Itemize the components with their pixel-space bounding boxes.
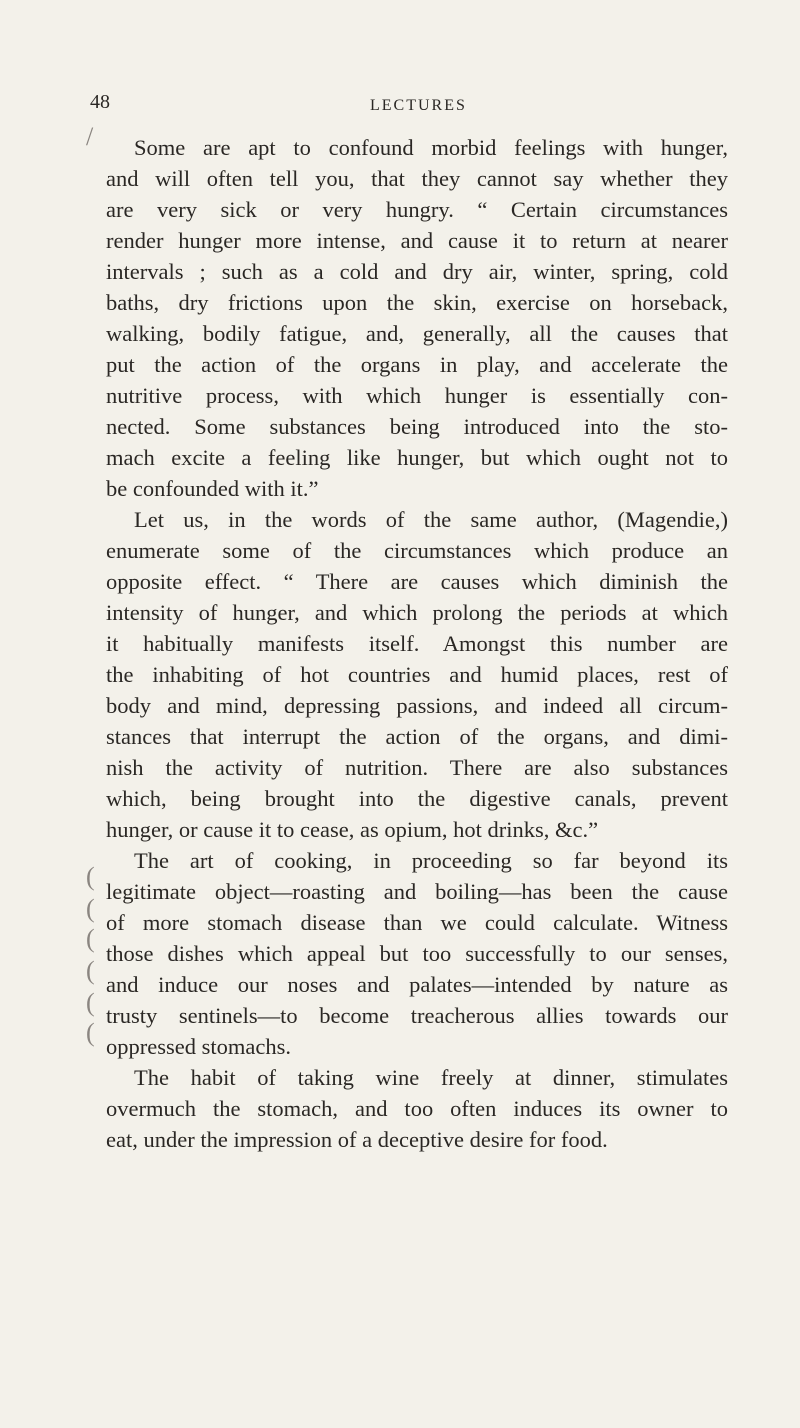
- text-line: stances that interrupt the action of the organs, and dimi-: [106, 724, 728, 749]
- text-line: trusty sentinels—to become treacherous allies towards our: [106, 1003, 728, 1028]
- text-line: oppressed stomachs.: [106, 1034, 291, 1059]
- text-line: legitimate object—roasting and boiling—has been the cause: [106, 879, 728, 904]
- margin-mark: /: [86, 122, 94, 151]
- margin-bracket: (: [86, 956, 95, 985]
- text-line: overmuch the stomach, and too often induces its owner to: [106, 1096, 728, 1121]
- text-line: baths, dry frictions upon the skin, exercise on horseback,: [106, 290, 728, 315]
- text-line: Let us, in the words of the same author, (Magendie,): [134, 507, 728, 532]
- text-line: nected. Some substances being introduced into the sto-: [106, 414, 728, 439]
- text-line: The habit of taking wine freely at dinner, stimulates: [134, 1065, 728, 1090]
- text-line: nish the activity of nutrition. There are also substances: [106, 755, 728, 780]
- text-line: The art of cooking, in proceeding so far beyond its: [134, 848, 728, 873]
- text-line: be confounded with it.”: [106, 476, 319, 501]
- margin-bracket: (: [86, 862, 95, 891]
- text-line: are very sick or very hungry. “ Certain circumstances: [106, 197, 728, 222]
- text-line: eat, under the impression of a deceptive desire for food.: [106, 1127, 608, 1152]
- text-line: which, being brought into the digestive canals, prevent: [106, 786, 728, 811]
- text-line: the inhabiting of hot countries and humid places, rest of: [106, 662, 728, 687]
- text-line: hunger, or cause it to cease, as opium, hot drinks, &c.”: [106, 817, 599, 842]
- page-number: 48: [90, 91, 110, 113]
- body-text: [106, 132, 728, 1155]
- text-line: opposite effect. “ There are causes which diminish the: [106, 569, 728, 594]
- margin-bracket: (: [86, 924, 95, 953]
- text-line: of more stomach disease than we could calculate. Witness: [106, 910, 728, 935]
- text-line: render hunger more intense, and cause it to return at nearer: [106, 228, 728, 253]
- text-line: and will often tell you, that they cannot say whether they: [106, 166, 728, 191]
- margin-bracket: (: [86, 1018, 95, 1047]
- text-line: it habitually manifests itself. Amongst this number are: [106, 631, 728, 656]
- text-line: intensity of hunger, and which prolong the periods at which: [106, 600, 728, 625]
- text-line: intervals ; such as a cold and dry air, winter, spring, cold: [106, 259, 728, 284]
- text-line: body and mind, depressing passions, and indeed all circum-: [106, 693, 728, 718]
- text-line: those dishes which appeal but too successfully to our senses,: [106, 941, 728, 966]
- running-head: LECTURES: [370, 97, 467, 114]
- margin-bracket: (: [86, 894, 95, 923]
- text-line: walking, bodily fatigue, and, generally, all the causes that: [106, 321, 728, 346]
- text-line: put the action of the organs in play, and accelerate the: [106, 352, 728, 377]
- text-line: mach excite a feeling like hunger, but which ought not to: [106, 445, 728, 470]
- text-line: Some are apt to confound morbid feelings with hunger,: [134, 135, 728, 160]
- margin-bracket: (: [86, 988, 95, 1017]
- text-line: enumerate some of the circumstances which produce an: [106, 538, 728, 563]
- text-line: and induce our noses and palates—intended by nature as: [106, 972, 728, 997]
- text-line: nutritive process, with which hunger is essentially con-: [106, 383, 728, 408]
